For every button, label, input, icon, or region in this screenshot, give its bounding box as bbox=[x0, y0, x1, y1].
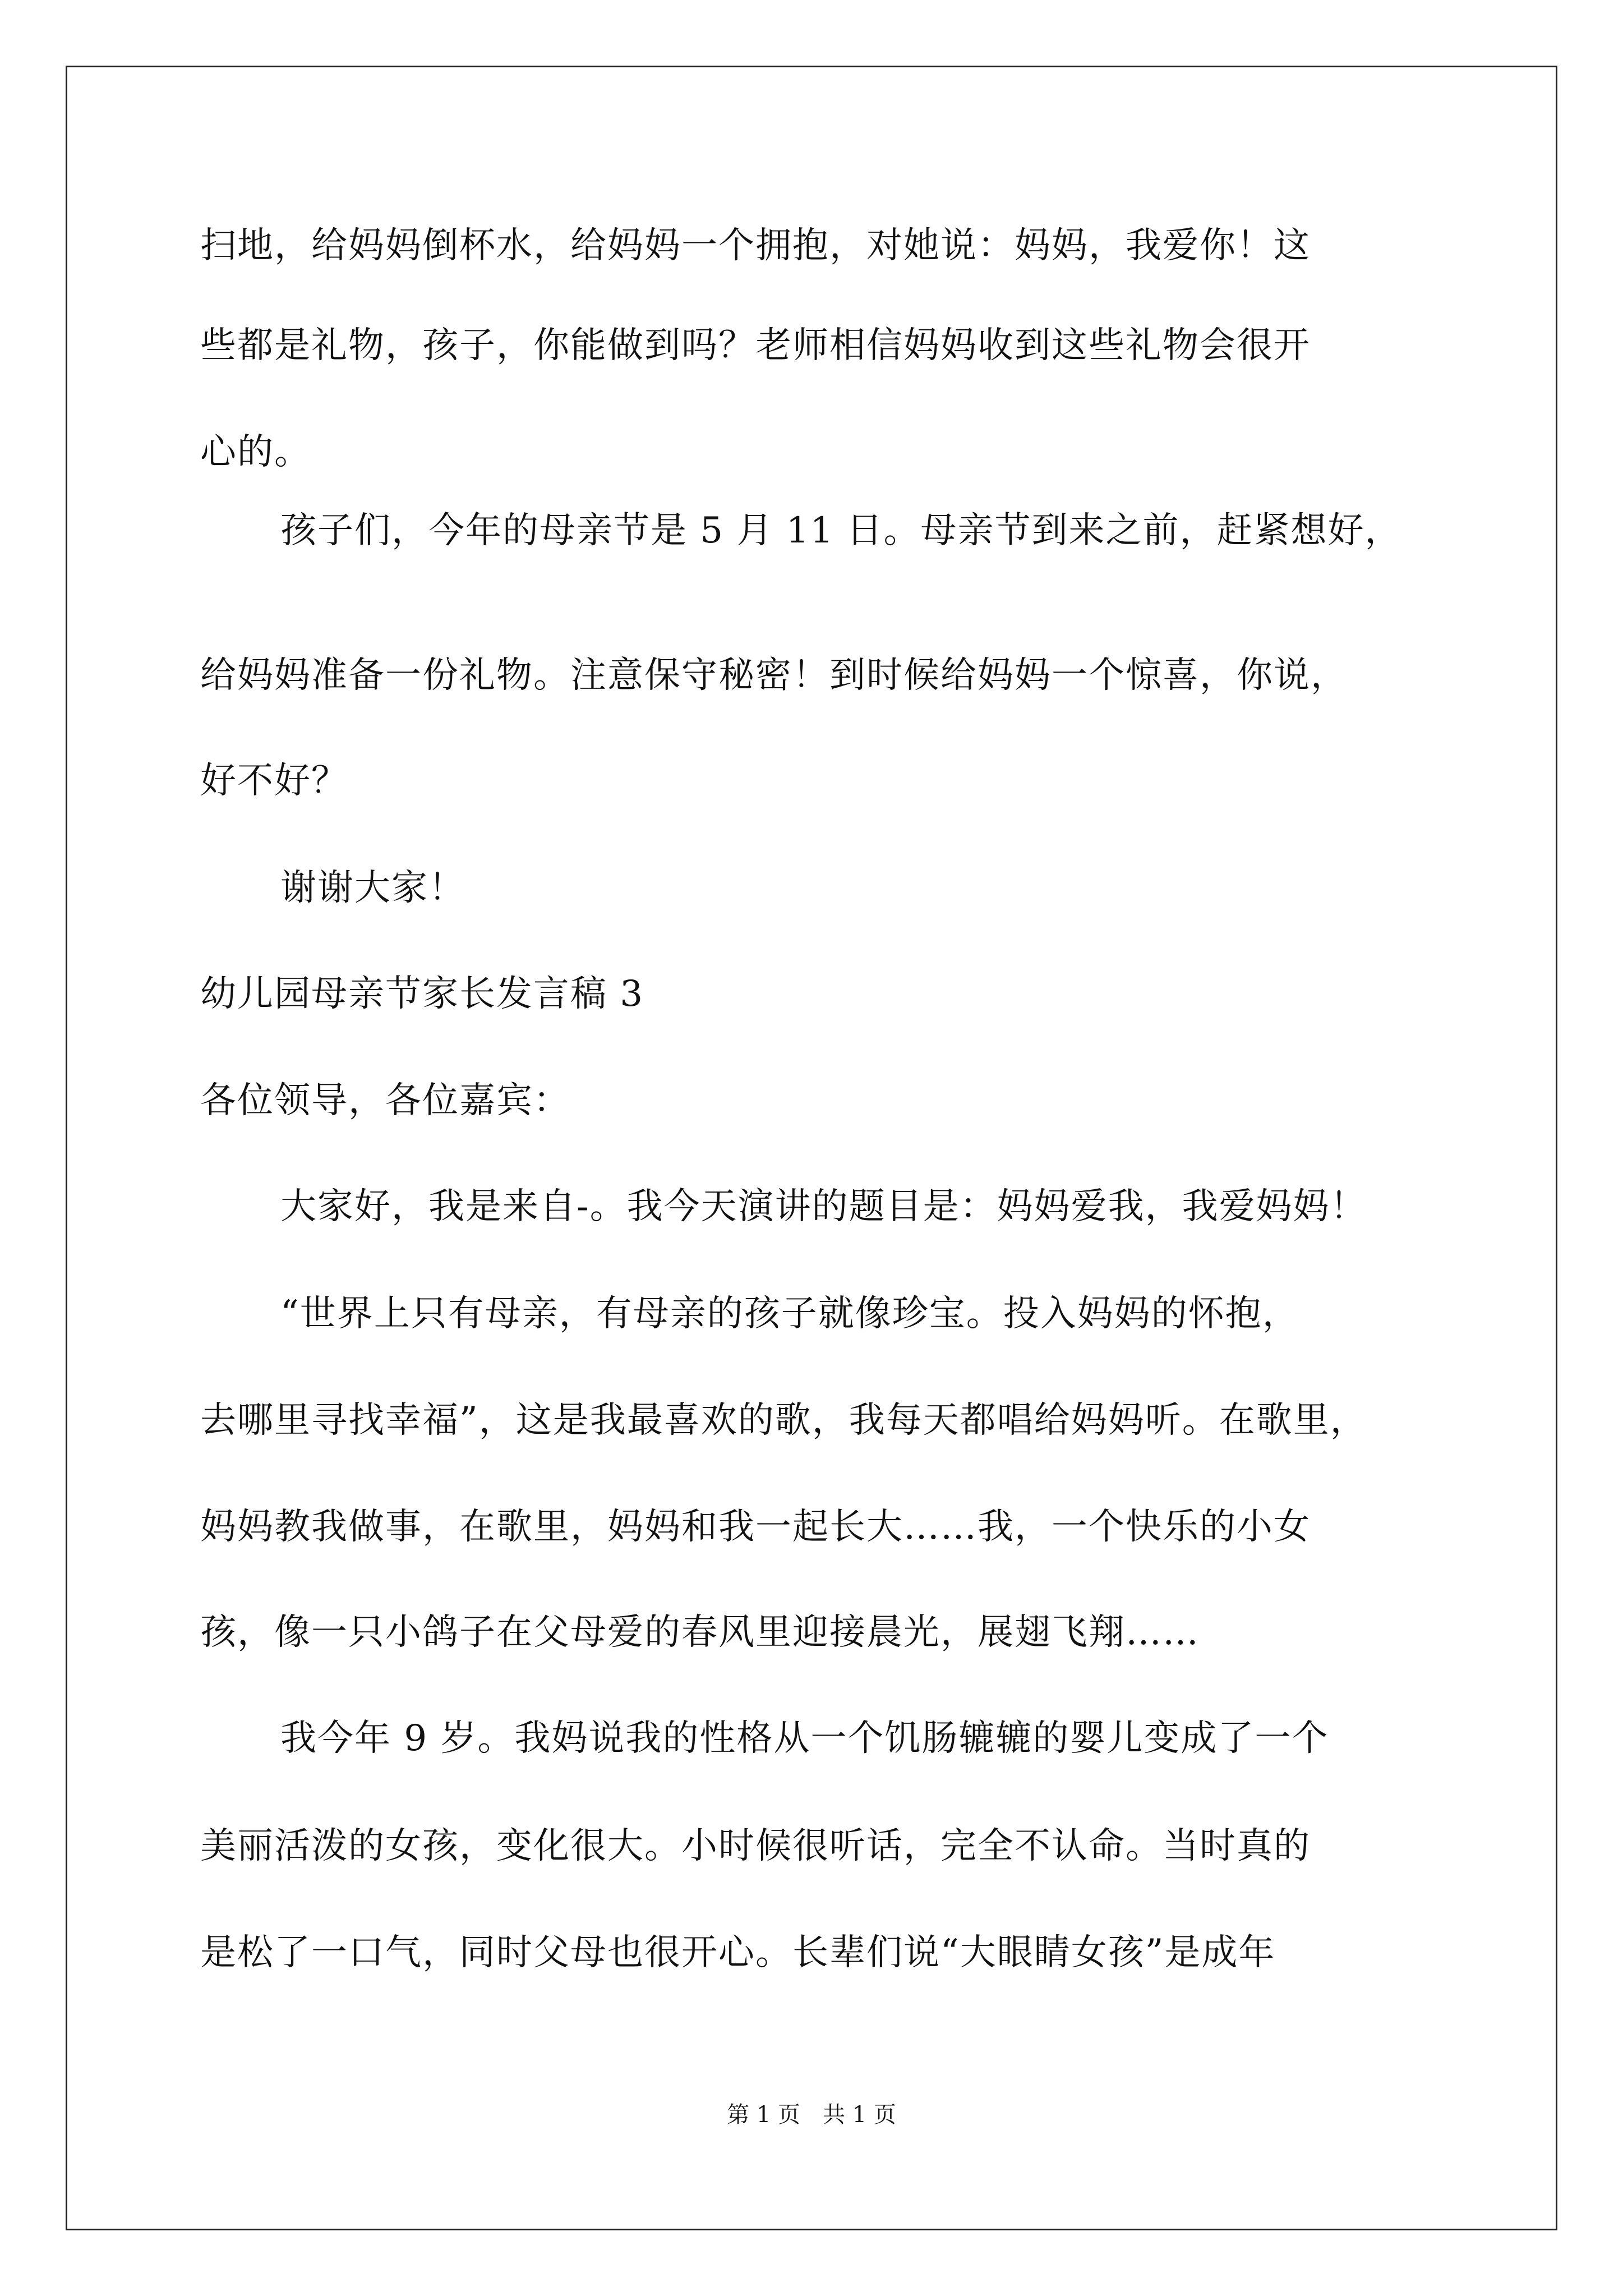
text-line: 美丽活泼的女孩，变化很大。小时候很听话，完全不认命。当时真的 bbox=[200, 1825, 1311, 1867]
text-line: 给妈妈准备一份礼物。注意保守秘密！到时候给妈妈一个惊喜，你说， bbox=[200, 655, 1348, 696]
text-line: 扫地，给妈妈倒杯水，给妈妈一个拥抱，对她说：妈妈，我爱你！这 bbox=[200, 225, 1311, 266]
page-number-footer: 第 1 页 共 1 页 bbox=[727, 2102, 896, 2128]
page-border bbox=[66, 66, 1557, 2230]
text-line: 孩，像一只小鸽子在父母爱的春风里迎接晨光，展翅飞翔…… bbox=[200, 1612, 1200, 1653]
text-line: “世界上只有母亲，有母亲的孩子就像珍宝。投入妈妈的怀抱， bbox=[280, 1293, 1299, 1335]
text-line: 大家好，我是来自-。我今天演讲的题目是：妈妈爱我，我爱妈妈！ bbox=[280, 1186, 1367, 1227]
text-line: 谢谢大家！ bbox=[280, 867, 465, 909]
text-line: 去哪里寻找幸福”，这是我最喜欢的歌，我每天都唱给妈妈听。在歌里， bbox=[200, 1400, 1367, 1441]
text-line: 孩子们，今年的母亲节是 5 月 11 日。母亲节到来之前，赶紧想好， bbox=[280, 510, 1402, 551]
text-line: 心的。 bbox=[200, 431, 311, 473]
text-line: 妈妈教我做事，在歌里，妈妈和我一起长大……我，一个快乐的小女 bbox=[200, 1506, 1311, 1548]
text-line: 是松了一口气，同时父母也很开心。长辈们说“大眼睛女孩”是成年 bbox=[200, 1932, 1276, 1973]
salutation: 各位领导，各位嘉宾： bbox=[200, 1080, 570, 1121]
text-line: 些都是礼物，孩子，你能做到吗？老师相信妈妈收到这些礼物会很开 bbox=[200, 325, 1311, 366]
text-line: 我今年 9 岁。我妈说我的性格从一个饥肠辘辘的婴儿变成了一个 bbox=[280, 1718, 1329, 1759]
text-line: 好不好？ bbox=[200, 760, 348, 802]
section-title: 幼儿园母亲节家长发言稿 3 bbox=[200, 973, 644, 1015]
